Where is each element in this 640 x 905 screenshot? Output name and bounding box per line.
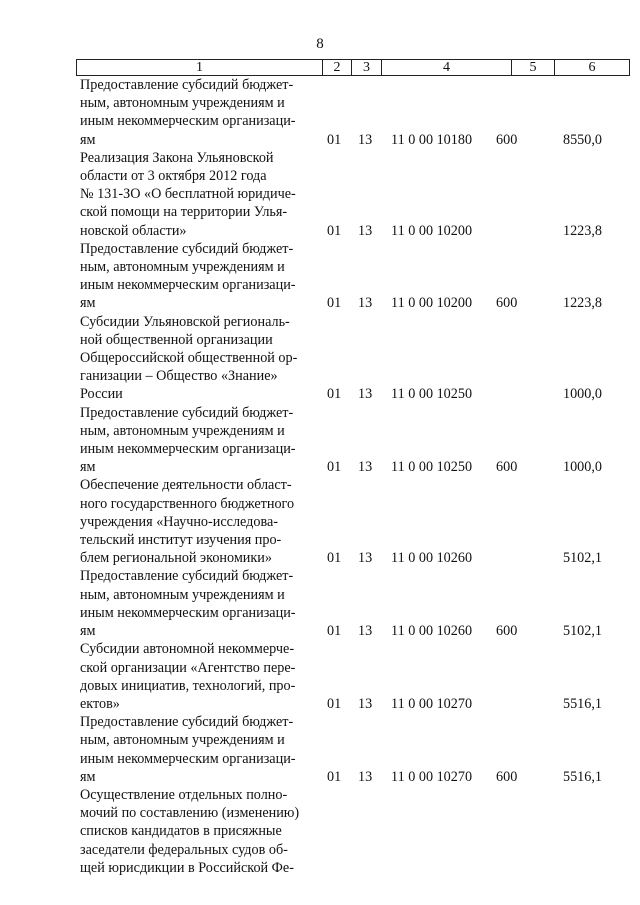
row-description (80, 76, 316, 149)
row-description (80, 240, 316, 313)
header-col-4: 4 (382, 60, 512, 76)
table-row (0, 786, 640, 877)
subsection-code: 13 (358, 695, 373, 712)
expense-type-code: 600 (496, 623, 518, 640)
description-line: иным некоммерческим организаци- (80, 277, 296, 294)
description-line: Субсидии автономной некоммерче- (80, 641, 295, 658)
description-line: иным некоммерческим организаци- (80, 113, 296, 130)
description-line: иным некоммерческим организаци- (80, 604, 296, 621)
amount: 5102,1 (562, 550, 602, 567)
row-description (80, 149, 316, 240)
amount: 5516,1 (562, 695, 602, 712)
target-article-code: 11 0 00 10250 (391, 459, 473, 476)
section-code: 01 (327, 295, 342, 312)
table-row (0, 149, 640, 240)
header-col-5: 5 (512, 60, 555, 76)
row-description (80, 786, 316, 877)
target-article-code: 11 0 00 10270 (391, 695, 473, 712)
table-row (0, 76, 640, 149)
section-code: 01 (327, 459, 342, 476)
header-col-2: 2 (323, 60, 352, 76)
description-line: мочий по составлению (изменению) (80, 805, 300, 822)
description-line: Предоставление субсидий бюджет- (80, 240, 294, 257)
amount: 8550,0 (562, 131, 602, 148)
expense-type-code: 600 (496, 131, 518, 148)
section-code: 01 (327, 768, 342, 785)
description-line: Обеспечение деятельности област- (80, 477, 292, 494)
header-col-6: 6 (555, 60, 630, 76)
subsection-code: 13 (358, 459, 373, 476)
expense-type-code: 600 (496, 768, 518, 785)
description-line: Реализация Закона Ульяновской (80, 149, 274, 166)
description-line: ганизации – Общество «Знание» (80, 368, 278, 385)
table-row (0, 240, 640, 313)
description-line: Предоставление субсидий бюджет- (80, 568, 294, 585)
target-article-code: 11 0 00 10250 (391, 386, 473, 403)
amount: 5102,1 (562, 623, 602, 640)
description-line: списков кандидатов в присяжные (80, 823, 282, 840)
budget-rows (0, 76, 640, 877)
subsection-code: 13 (358, 295, 373, 312)
amount: 1223,8 (562, 222, 602, 239)
description-line: ям (80, 459, 96, 476)
expense-type-code: 600 (496, 295, 518, 312)
target-article-code: 11 0 00 10200 (391, 222, 473, 239)
subsection-code: 13 (358, 768, 373, 785)
header-col-3: 3 (352, 60, 382, 76)
row-description (80, 640, 316, 713)
description-line: № 131-ЗО «О бесплатной юридиче- (80, 186, 296, 203)
description-line: заседатели федеральных судов об- (80, 841, 288, 858)
subsection-code: 13 (358, 386, 373, 403)
section-code: 01 (327, 131, 342, 148)
section-code: 01 (327, 695, 342, 712)
table-row (0, 713, 640, 786)
target-article-code: 11 0 00 10260 (391, 550, 473, 567)
description-line: иным некоммерческим организаци- (80, 441, 296, 458)
target-article-code: 11 0 00 10260 (391, 623, 473, 640)
table-row (0, 567, 640, 640)
row-description (80, 404, 316, 477)
amount: 1000,0 (562, 459, 602, 476)
description-line: области от 3 октября 2012 года (80, 168, 267, 185)
expense-type-code: 600 (496, 459, 518, 476)
description-line: России (80, 386, 123, 403)
description-line: ям (80, 131, 96, 148)
description-line: ям (80, 295, 96, 312)
target-article-code: 11 0 00 10180 (391, 131, 473, 148)
section-code: 01 (327, 386, 342, 403)
subsection-code: 13 (358, 131, 373, 148)
description-line: ской помощи на территории Улья- (80, 204, 288, 221)
description-line: ной общественной организации (80, 331, 273, 348)
description-line: ектов» (80, 695, 120, 712)
description-line: ным, автономным учреждениям и (80, 95, 285, 112)
section-code: 01 (327, 623, 342, 640)
description-line: щей юрисдикции в Российской Фе- (80, 859, 294, 876)
section-code: 01 (327, 222, 342, 239)
section-code: 01 (327, 550, 342, 567)
description-line: Осуществление отдельных полно- (80, 786, 288, 803)
subsection-code: 13 (358, 623, 373, 640)
description-line: Субсидии Ульяновской региональ- (80, 313, 290, 330)
row-description (80, 567, 316, 640)
table-row (0, 476, 640, 567)
description-line: ям (80, 623, 96, 640)
description-line: учреждения «Научно-исследова- (80, 513, 278, 530)
description-line: Предоставление субсидий бюджет- (80, 77, 294, 93)
description-line: ным, автономным учреждениям и (80, 586, 285, 603)
amount: 5516,1 (562, 768, 602, 785)
page-number: 8 (316, 36, 324, 52)
description-line: ской организации «Агентство пере- (80, 659, 296, 676)
target-article-code: 11 0 00 10270 (391, 768, 473, 785)
header-col-1: 1 (77, 60, 323, 76)
description-line: ным, автономным учреждениям и (80, 732, 285, 749)
target-article-code: 11 0 00 10200 (391, 295, 473, 312)
description-line: довых инициатив, технологий, про- (80, 677, 296, 694)
subsection-code: 13 (358, 222, 373, 239)
description-line: ного государственного бюджетного (80, 495, 295, 512)
description-line: иным некоммерческим организаци- (80, 750, 296, 767)
description-line: Предоставление субсидий бюджет- (80, 404, 294, 421)
table-row (0, 313, 640, 404)
description-line: новской области» (80, 222, 187, 239)
row-description (80, 313, 316, 404)
table-row (0, 404, 640, 477)
amount: 1223,8 (562, 295, 602, 312)
description-line: ным, автономным учреждениям и (80, 422, 285, 439)
description-line: ям (80, 768, 96, 785)
amount: 1000,0 (562, 386, 602, 403)
subsection-code: 13 (358, 550, 373, 567)
description-line: Предоставление субсидий бюджет- (80, 714, 294, 731)
row-description (80, 713, 316, 786)
description-line: блем региональной экономики» (80, 550, 272, 567)
table-row (0, 640, 640, 713)
description-line: тельский институт изучения про- (80, 532, 282, 549)
description-line: ным, автономным учреждениям и (80, 259, 285, 276)
description-line: Общероссийской общественной ор- (80, 350, 298, 367)
row-description (80, 476, 316, 567)
column-header-table (76, 59, 630, 76)
